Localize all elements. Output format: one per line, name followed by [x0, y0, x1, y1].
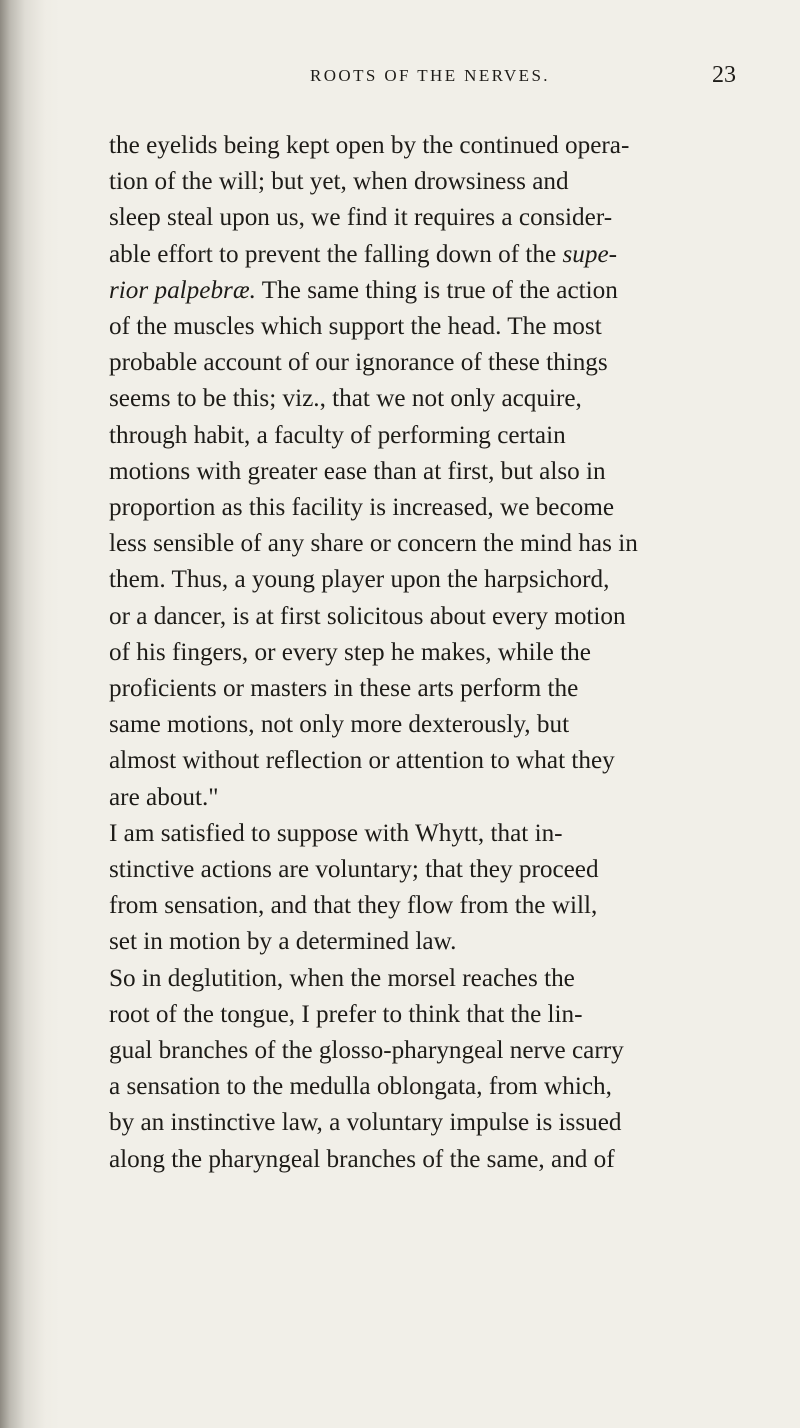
text-line: stinctive actions are voluntary; that they proceed	[109, 856, 599, 883]
text-line: less sensible of any share or concern the mind has in	[109, 530, 638, 558]
text-line: by an instinctive law, a voluntary impulse is issued	[109, 1109, 622, 1137]
text-line: able effort to prevent the falling down of the supe-	[109, 240, 618, 268]
text-line: sleep steal upon us, we find it requires a consider-	[109, 204, 613, 232]
text-line: motions with greater ease than at first, but also in	[109, 457, 606, 485]
text-line: through habit, a faculty of performing certain	[109, 421, 566, 449]
page-number: 23	[712, 62, 736, 88]
text-line: or a dancer, is at first solicitous about every motion	[109, 602, 626, 630]
text-line: root of the tongue, I prefer to think that the lin-	[109, 1000, 583, 1028]
paragraph-start-line: So in deglutition, when the morsel reaches the	[109, 964, 575, 992]
text-line: along the pharyngeal branches of the same, and of	[109, 1145, 615, 1173]
text-line: them. Thus, a young player upon the harpsichord,	[109, 566, 610, 594]
text-line: gual branches of the glosso-pharyngeal nerve carry	[109, 1037, 624, 1064]
running-head: ROOTS OF THE NERVES.	[310, 66, 550, 85]
text-line: set in motion by a determined law.	[109, 928, 457, 956]
text-line: from sensation, and that they flow from the will,	[109, 892, 598, 920]
text-line: proficients or masters in these arts perform the	[109, 675, 579, 702]
text-line: of his fingers, or every step he makes, while the	[109, 638, 591, 666]
text-line: same motions, not only more dexterously, but	[109, 711, 570, 739]
binding-gutter-shadow	[0, 0, 60, 1428]
text-line: a sensation to the medulla oblongata, from which,	[109, 1073, 612, 1101]
text-line: almost without reflection or attention to what they	[109, 747, 615, 775]
text-line: are about."	[109, 783, 219, 811]
text-line: probable account of our ignorance of these things	[109, 349, 608, 377]
text-line: rior palpebræ. The same thing is true of the action	[109, 276, 618, 304]
text-line: proportion as this facility is increased, we become	[109, 494, 614, 521]
text-line: seems to be this; viz., that we not only acquire,	[109, 385, 582, 413]
text-line: tion of the will; but yet, when drowsiness and	[109, 168, 569, 196]
italic-term: rior palpebræ.	[109, 276, 256, 304]
text-line: the eyelids being kept open by the continued opera-	[109, 132, 630, 159]
italic-term: supe-	[562, 240, 618, 268]
text-line: of the muscles which support the head. The most	[109, 313, 602, 340]
paragraph-start-line: I am satisfied to suppose with Whytt, that in-	[109, 819, 563, 847]
page-header	[0, 62, 800, 92]
